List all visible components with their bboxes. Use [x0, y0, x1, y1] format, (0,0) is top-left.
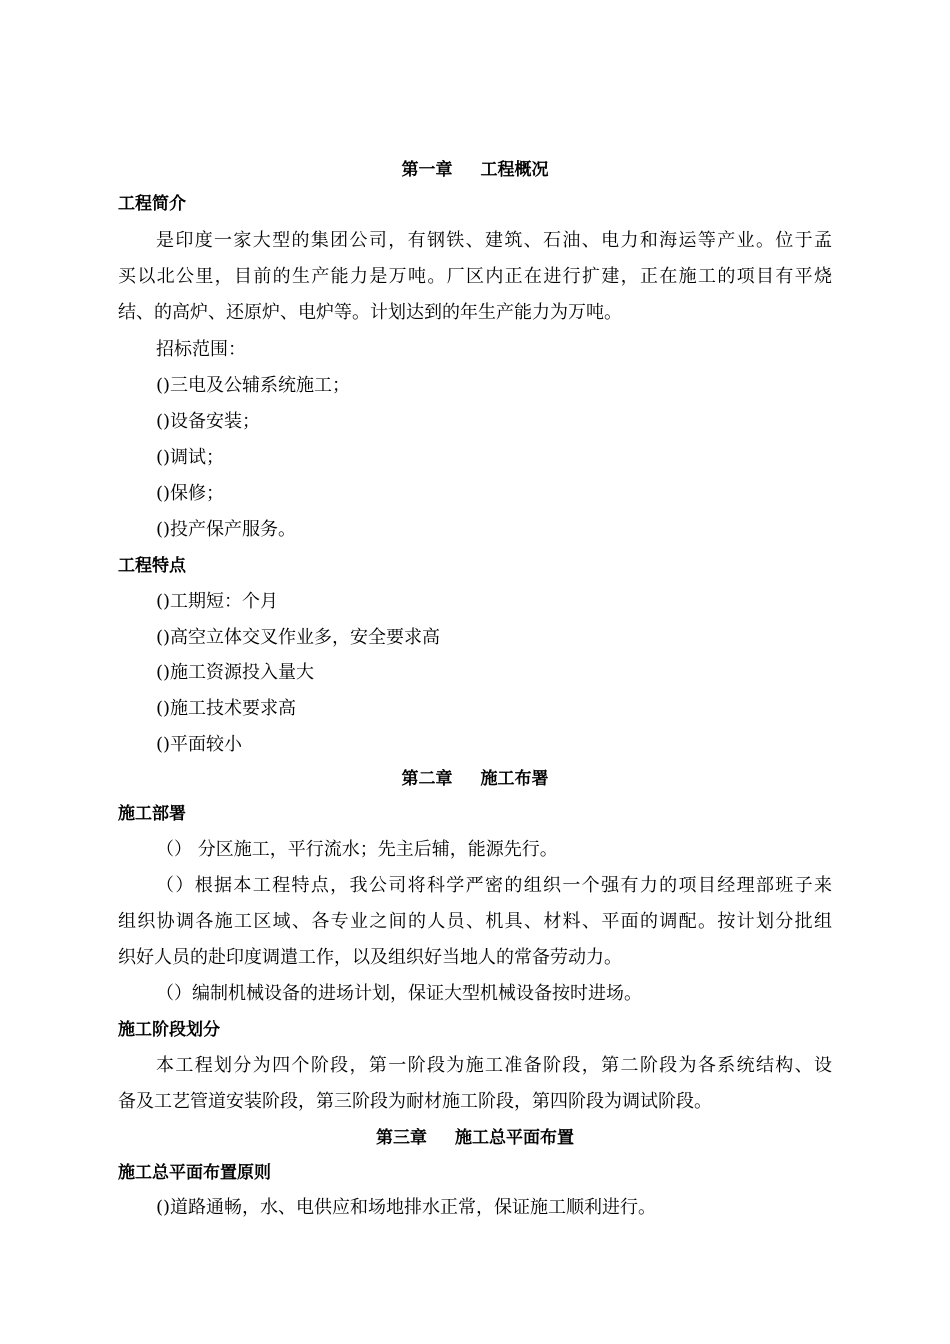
list-item: ()工期短：个月 [156, 591, 279, 612]
list-item: ()三电及公辅系统施工； [156, 375, 351, 396]
list-item: ()施工技术要求高 [156, 698, 297, 719]
section-heading-stage-division: 施工阶段划分 [118, 1020, 220, 1040]
bid-scope-label: 招标范围： [156, 339, 246, 360]
paragraph-line: 组织协调各施工区域、各专业之间的人员、机具、材料、平面的调配。按计划分批组 [118, 911, 832, 932]
chapter-1-title: 第一章 工程概况 [401, 160, 549, 180]
list-item: ()高空立体交叉作业多，安全要求高 [156, 627, 441, 648]
section-heading-project-intro: 工程简介 [118, 194, 186, 214]
paragraph-line: 本工程划分为四个阶段，第一阶段为施工准备阶段，第二阶段为各系统结构、设 [156, 1055, 832, 1076]
paragraph-line: 结、的高炉、还原炉、电炉等。计划达到的年生产能力为万吨。 [118, 302, 622, 323]
list-item: （）编制机械设备的进场计划，保证大型机械设备按时进场。 [156, 983, 642, 1004]
list-item: ()保修； [156, 483, 225, 504]
section-heading-layout-principles: 施工总平面布置原则 [118, 1163, 271, 1183]
list-item: ()平面较小 [156, 734, 243, 755]
list-item: （） 分区施工，平行流水；先主后辅，能源先行。 [156, 839, 558, 860]
paragraph-line: 是印度一家大型的集团公司，有钢铁、建筑、石油、电力和海运等产业。位于孟 [156, 230, 832, 251]
paragraph-line: （）根据本工程特点，我公司将科学严密的组织一个强有力的项目经理部班子来 [156, 875, 832, 896]
paragraph-line: 备及工艺管道安装阶段，第三阶段为耐材施工阶段，第四阶段为调试阶段。 [118, 1091, 712, 1112]
section-heading-project-features: 工程特点 [118, 556, 186, 576]
list-item: ()投产保产服务。 [156, 519, 297, 540]
chapter-2-title: 第二章 施工布署 [401, 769, 549, 789]
list-item: ()道路通畅，水、电供应和场地排水正常，保证施工顺利进行。 [156, 1197, 657, 1218]
list-item: ()设备安装； [156, 411, 261, 432]
list-item: ()施工资源投入量大 [156, 662, 315, 683]
chapter-3-title: 第三章 施工总平面布置 [376, 1128, 574, 1148]
paragraph-line: 织好人员的赴印度调遣工作，以及组织好当地人的常备劳动力。 [118, 947, 622, 968]
list-item: ()调试； [156, 447, 225, 468]
section-heading-construction-deployment: 施工部署 [118, 804, 186, 824]
paragraph-line: 买以北公里，目前的生产能力是万吨。厂区内正在进行扩建，正在施工的项目有平烧 [118, 266, 832, 287]
